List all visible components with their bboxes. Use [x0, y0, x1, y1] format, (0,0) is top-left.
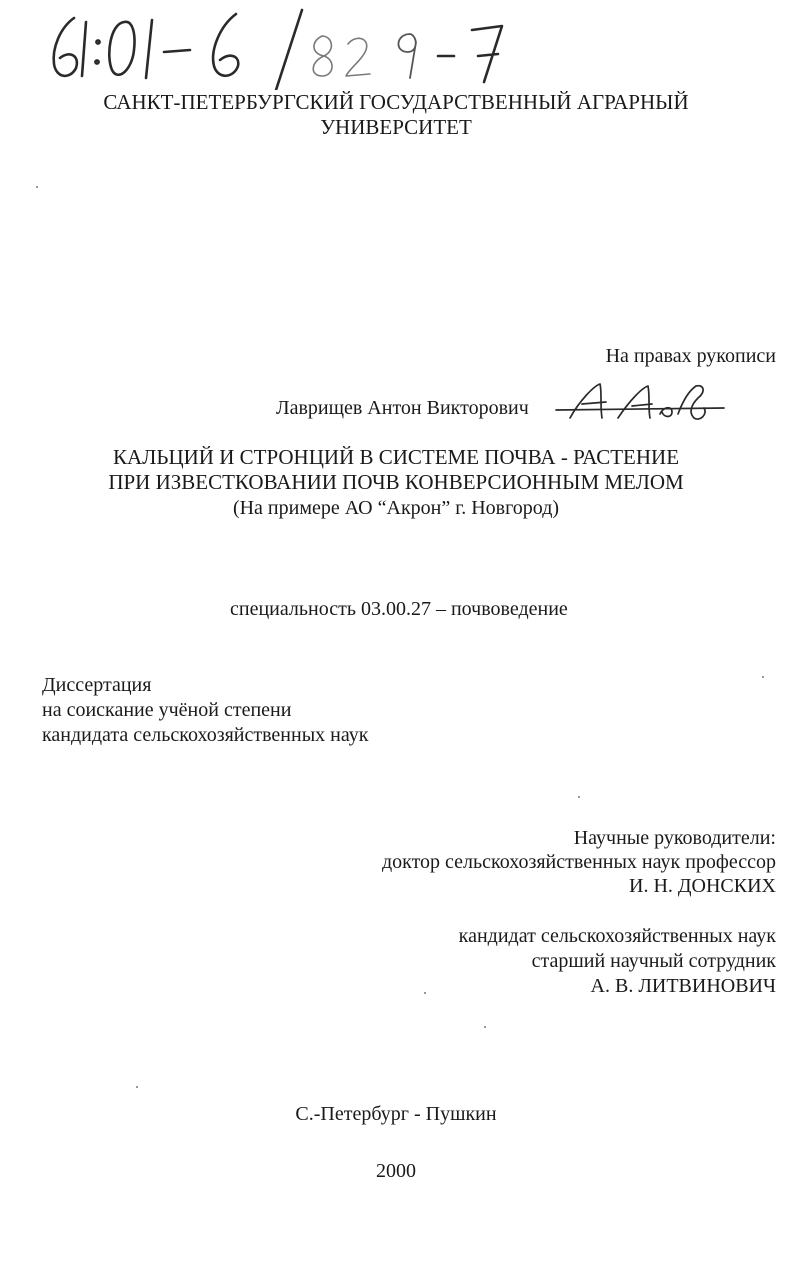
- specialty: специальность 03.00.27 – почвоведение: [230, 598, 568, 620]
- advisors-heading: Научные руководители:: [573, 827, 776, 849]
- title-line1: КАЛЬЦИЙ И СТРОНЦИЙ В СИСТЕМЕ ПОЧВА - РАСТЕНИЕ: [112, 445, 680, 469]
- author-name: Лаврищев Антон Викторович: [276, 397, 529, 419]
- advisor1-name: И. Н. ДОНСКИХ: [629, 875, 776, 897]
- scan-speck: [578, 796, 580, 798]
- year: 2000: [376, 1160, 416, 1182]
- advisor1-degree: доктор сельскохозяйственных наук профессор: [381, 851, 776, 873]
- scan-speck: [424, 992, 426, 994]
- handwritten-archive-code: [40, 6, 510, 90]
- scan-speck: [484, 1026, 486, 1028]
- manuscript-rights: На правах рукописи: [605, 345, 776, 367]
- advisor2-position: старший научный сотрудник: [531, 950, 776, 972]
- city: С.-Петербург - Пушкин: [295, 1103, 497, 1125]
- signature-handwriting: [548, 378, 733, 428]
- university-name-line1: САНКТ-ПЕТЕРБУРГСКИЙ ГОСУДАРСТВЕННЫЙ АГРАРНЫЙ: [103, 90, 689, 114]
- scan-speck: [762, 676, 764, 678]
- advisor2-degree: кандидат сельскохозяйственных наук: [458, 925, 776, 947]
- advisor2-name: А. В. ЛИТВИНОВИЧ: [590, 975, 776, 997]
- scan-speck: [136, 1086, 138, 1088]
- author-signature: [548, 378, 733, 428]
- title-line2: ПРИ ИЗВЕСТКОВАНИИ ПОЧВ КОНВЕРСИОННЫМ МЕЛОМ: [108, 470, 684, 494]
- title-subtitle: (На примере АО “Акрон” г. Новгород): [232, 497, 560, 519]
- dissertation-degree-line1: на соискание учёной степени: [42, 699, 292, 721]
- scan-speck: [36, 186, 38, 188]
- university-name-line2: УНИВЕРСИТЕТ: [320, 115, 472, 139]
- dissertation-degree-line2: кандидата сельскохозяйственных наук: [42, 724, 369, 746]
- dissertation-label: Диссертация: [42, 674, 152, 696]
- archive-code-handwriting: [40, 6, 510, 90]
